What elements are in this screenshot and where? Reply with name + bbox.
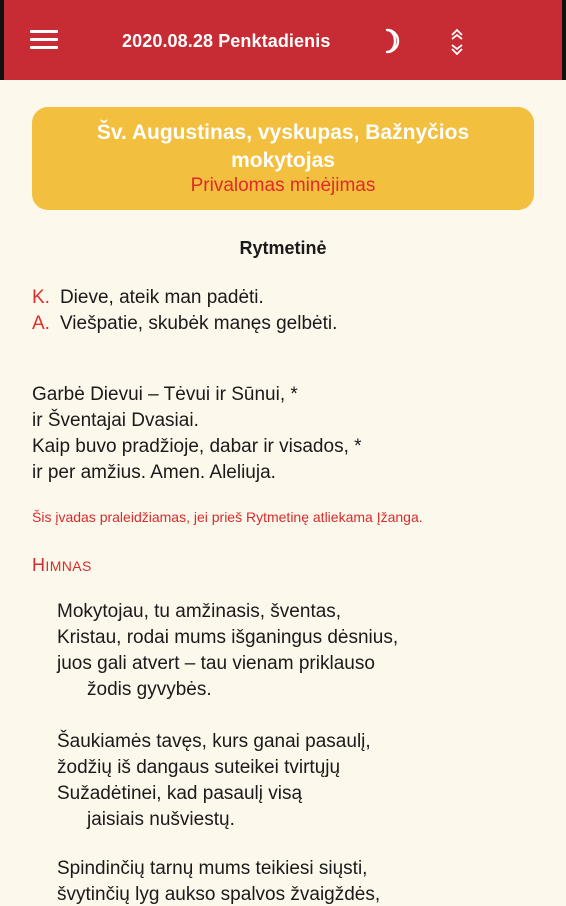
hymn-line: Kristau, rodai mums išganingus dėsnius, xyxy=(57,627,399,648)
hymn-line: Šaukiamės tavęs, kurs ganai pasaulį, xyxy=(57,731,371,752)
doxology-line: ir Šventajai Dvasiai. xyxy=(32,410,199,431)
feast-title xyxy=(32,119,534,175)
response-text: Dieve, ateik man padėti. xyxy=(59,287,264,308)
hymn-line: jaisiais nušviestų. xyxy=(87,809,235,830)
hymn-heading-initial: H xyxy=(32,555,46,575)
hymn-line: Spindinčių tarnų mums teikiesi siųsti, xyxy=(57,858,368,879)
response-mark: K. xyxy=(32,287,50,308)
top-app-bar xyxy=(0,0,566,80)
hymn-line: žodis gyvybės. xyxy=(87,679,212,700)
feast-card xyxy=(32,107,534,210)
doxology-line: ir per amžius. Amen. Aleliuja. xyxy=(32,462,276,483)
section-title: Rytmetinė xyxy=(239,238,327,258)
feast-rank: Privalomas minėjimas xyxy=(190,175,376,196)
response-line xyxy=(32,287,264,309)
hymn-line: žodžių iš dangaus suteikei tvirtųjų xyxy=(57,757,341,778)
moon-icon[interactable] xyxy=(378,27,406,55)
hymn-heading xyxy=(32,555,92,576)
response-text: Viešpatie, skubėk manęs gelbėti. xyxy=(59,313,338,334)
date-title[interactable]: 2020.08.28 Penktadienis xyxy=(122,31,331,51)
feast-title-line2: mokytojas xyxy=(231,149,335,172)
doxology-line: Kaip buvo pradžioje, dabar ir visados, * xyxy=(32,436,362,457)
feast-title-line1: Šv. Augustinas, vyskupas, Bažnyčios xyxy=(96,121,470,144)
menu-icon[interactable] xyxy=(30,28,60,52)
hymn-line: juos gali atvert – tau vienam priklauso xyxy=(57,653,375,674)
hymn-line: Mokytojau, tu amžinasis, šventas, xyxy=(57,601,342,622)
response-mark: A. xyxy=(32,313,50,334)
hymn-line: Sužadėtinei, kad pasaulį visą xyxy=(57,783,303,804)
response-line xyxy=(32,313,337,335)
doxology-line: Garbė Dievui – Tėvui ir Sūnui, * xyxy=(32,384,298,405)
rubric-note: Šis įvadas praleidžiamas, jei prieš Rytmetinę atliekama Įžanga. xyxy=(32,509,423,525)
hymn-line: švytinčių lyg aukso spalvos žvaigždės, xyxy=(57,884,381,905)
font-size-icon[interactable] xyxy=(444,24,470,60)
hymn-heading-rest: IMNAS xyxy=(45,558,92,574)
